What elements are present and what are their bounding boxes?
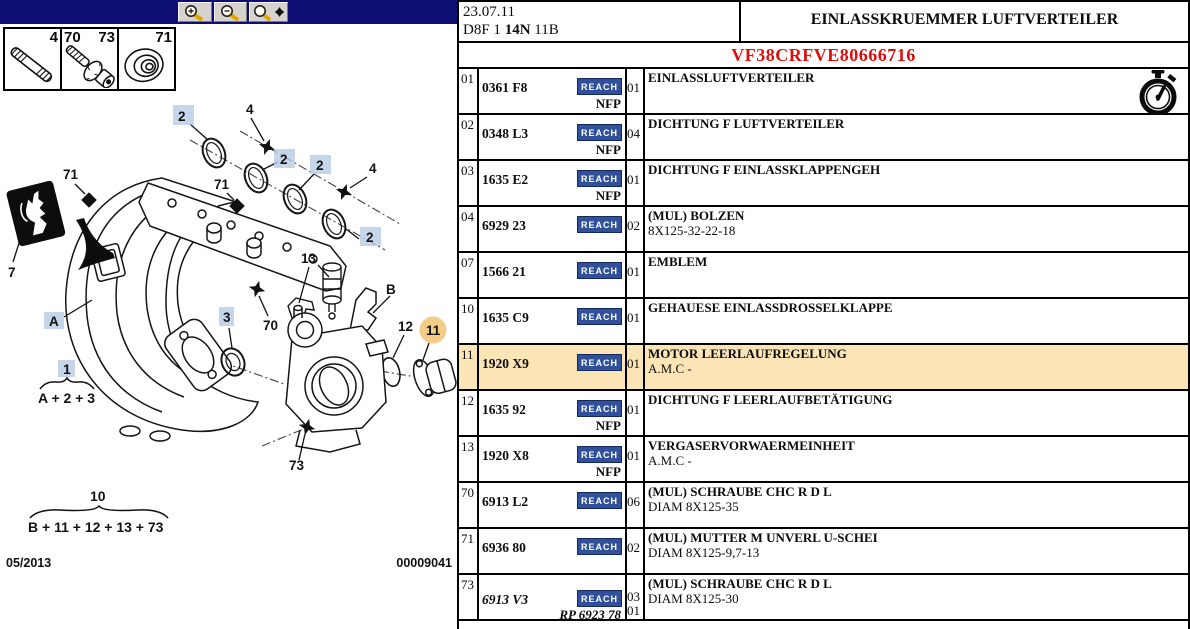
part-number: 6913 V3 [482, 592, 529, 607]
row-qty: 01 [627, 391, 645, 435]
row-qty: 01 [627, 345, 645, 389]
row-desc [645, 207, 1188, 251]
stopwatch-icon [1133, 69, 1185, 119]
table-row[interactable] [459, 529, 1188, 575]
row-ref: 71 [459, 529, 479, 573]
row-qty: 03 01 [627, 575, 645, 619]
reach-badge[interactable]: REACH [577, 492, 622, 509]
row-ref: 02 [459, 115, 479, 159]
row-desc [645, 391, 1188, 435]
footer-doc-number: 00009041 [396, 556, 452, 570]
row-qty: 02 [627, 529, 645, 573]
table-row[interactable] [459, 253, 1188, 299]
callout-4[interactable] [246, 102, 254, 117]
reach-badge[interactable]: REACH [577, 538, 622, 555]
row-ref: 03 [459, 161, 479, 205]
callout-A[interactable] [44, 312, 64, 329]
callout-12[interactable] [398, 319, 413, 334]
callout-2[interactable] [310, 155, 331, 174]
table-row[interactable] [459, 207, 1188, 253]
table-row[interactable] [459, 483, 1188, 529]
callout-3[interactable] [219, 307, 234, 326]
part-number: 6913 L2 [482, 494, 529, 509]
desc-line1: (MUL) SCHRAUBE CHC R D L [648, 576, 832, 591]
svg-text:1: 1 [63, 361, 71, 377]
table-row[interactable] [459, 345, 1188, 391]
nfp-label: NFP [595, 142, 621, 157]
svg-text:71: 71 [63, 167, 79, 182]
callout-71[interactable] [214, 177, 230, 192]
rp-label: RP 6923 78 [559, 607, 621, 622]
row-part-cell [479, 575, 627, 622]
row-desc [645, 115, 1188, 159]
svg-text:71: 71 [214, 177, 230, 192]
row-desc [645, 437, 1188, 481]
callout-2[interactable] [274, 149, 295, 168]
row-qty: 01 [627, 161, 645, 205]
svg-text:2: 2 [280, 152, 288, 167]
row-qty: 06 [627, 483, 645, 527]
desc-line1: EMBLEM [648, 254, 708, 269]
row-ref: 04 [459, 207, 479, 251]
footer-date: 05/2013 [6, 556, 52, 570]
reach-badge[interactable]: REACH [577, 446, 622, 463]
row-qty: 01 [627, 437, 645, 481]
table-row[interactable] [459, 575, 1188, 621]
reach-badge[interactable]: REACH [577, 354, 622, 371]
assembly-formula-10 [28, 488, 168, 535]
nfp-label: NFP [595, 464, 621, 479]
svg-text:10: 10 [90, 488, 106, 504]
thumbnail-label: 71 [155, 29, 172, 46]
header-date: 23.07.11 [463, 4, 515, 20]
svg-text:4: 4 [369, 161, 377, 176]
row-part-cell [479, 115, 627, 159]
svg-text:12: 12 [398, 319, 414, 334]
svg-text:3: 3 [223, 310, 231, 325]
row-qty: 02 [627, 207, 645, 251]
desc-line2: A.M.C - [648, 361, 692, 376]
part-number: 6936 80 [482, 540, 526, 555]
table-row[interactable] [459, 299, 1188, 345]
svg-text:B: B [386, 282, 396, 297]
header-reference-cell [459, 2, 741, 41]
row-desc [645, 69, 1188, 113]
parts-table-panel [457, 0, 1190, 629]
callout-2[interactable] [173, 105, 194, 125]
page-title: EINLASSKRUEMMER LUFTVERTEILER [810, 11, 1119, 28]
callout-7[interactable] [8, 265, 16, 280]
vin-number[interactable]: VF38CRFVE80666716 [459, 43, 1188, 69]
row-qty: 01 [627, 253, 645, 297]
part-number: 0361 F8 [482, 80, 528, 95]
row-ref: 73 [459, 575, 479, 619]
row-part-cell [479, 207, 627, 251]
row-qty: 01 [627, 69, 645, 113]
desc-line2: DIAM 8X125-35 [648, 499, 739, 514]
desc-line2: DIAM 8X125-30 [648, 591, 739, 606]
part-number: 1635 92 [482, 402, 526, 417]
desc-line1: (MUL) BOLZEN [648, 208, 745, 223]
reach-badge[interactable]: REACH [577, 590, 622, 607]
row-ref: 10 [459, 299, 479, 343]
row-desc [645, 483, 1188, 527]
nfp-label: NFP [595, 96, 621, 111]
callout-11-selected[interactable] [420, 317, 447, 344]
row-desc [645, 575, 1188, 619]
svg-text:7: 7 [8, 265, 16, 280]
row-desc [645, 299, 1188, 343]
svg-text:11: 11 [426, 323, 441, 338]
part-number: 1920 X8 [482, 448, 529, 463]
svg-text:A: A [49, 314, 59, 329]
reach-badge[interactable]: REACH [577, 216, 622, 233]
callout-73[interactable] [289, 458, 305, 473]
row-part-cell [479, 345, 627, 389]
header-code: D8F 1 14N 11B [463, 22, 559, 38]
reach-badge[interactable]: REACH [577, 308, 622, 325]
desc-line2: 8X125-32-22-18 [648, 223, 736, 238]
thumbnail-label: 4 [49, 29, 58, 46]
desc-line2: A.M.C - [648, 453, 692, 468]
row-part-cell [479, 253, 627, 297]
desc-line1: GEHAUESE EINLASSDROSSELKLAPPE [648, 300, 893, 315]
table-row[interactable] [459, 391, 1188, 437]
parts-rows [459, 69, 1188, 621]
svg-text:2: 2 [366, 230, 374, 245]
part-number: 1635 E2 [482, 172, 529, 187]
part-number: 6929 23 [482, 218, 526, 233]
row-ref: 12 [459, 391, 479, 435]
svg-text:B + 11 + 12 + 13 + 73: B + 11 + 12 + 13 + 73 [28, 519, 164, 535]
desc-line1: MOTOR LEERLAUFREGELUNG [648, 346, 847, 361]
desc-line1: (MUL) SCHRAUBE CHC R D L [648, 484, 832, 499]
callout-71[interactable] [63, 167, 79, 182]
exploded-diagram [0, 0, 457, 629]
callout-B[interactable] [386, 282, 396, 297]
row-part-cell [479, 391, 627, 435]
row-ref: 07 [459, 253, 479, 297]
row-desc [645, 529, 1188, 573]
desc-line1: DICHTUNG F LEERLAUFBETÄTIGUNG [648, 392, 893, 407]
svg-text:70: 70 [263, 318, 279, 333]
svg-text:2: 2 [316, 158, 324, 173]
row-part-cell [479, 437, 627, 481]
part-number: 1920 X9 [482, 356, 529, 371]
row-ref: 01 [459, 69, 479, 113]
desc-line1: DICHTUNG F EINLASSKLAPPENGEH [648, 162, 881, 177]
reach-badge[interactable]: REACH [577, 400, 622, 417]
reach-badge[interactable]: REACH [577, 78, 622, 95]
svg-text:A + 2 + 3: A + 2 + 3 [38, 390, 96, 406]
table-header [459, 2, 1188, 43]
row-part-cell [479, 483, 627, 527]
svg-text:4: 4 [246, 102, 254, 117]
callout-70[interactable] [263, 318, 278, 333]
row-desc [645, 161, 1188, 205]
row-part-cell [479, 69, 627, 113]
row-qty: 04 [627, 115, 645, 159]
callout-2[interactable] [360, 227, 381, 246]
callout-13[interactable] [301, 251, 317, 266]
callout-4[interactable] [369, 161, 377, 176]
part-number: 1566 21 [482, 264, 526, 279]
reach-badge[interactable]: REACH [577, 262, 622, 279]
table-row[interactable] [459, 437, 1188, 483]
part-number: 1635 C9 [482, 310, 529, 325]
reach-badge[interactable]: REACH [577, 124, 622, 141]
table-row[interactable] [459, 161, 1188, 207]
table-row[interactable] [459, 69, 1188, 115]
nfp-label: NFP [595, 188, 621, 203]
svg-text:73: 73 [289, 458, 305, 473]
svg-text:13: 13 [301, 251, 317, 266]
thumbnail-label: 73 [98, 29, 115, 46]
row-desc [645, 345, 1188, 389]
desc-line1: (MUL) MUTTER M UNVERL U-SCHEI [648, 530, 878, 545]
desc-line1: DICHTUNG F LUFTVERTEILER [648, 116, 845, 131]
desc-line1: EINLASSLUFTVERTEILER [648, 70, 815, 85]
part-11-drawing [410, 357, 457, 399]
desc-line1: VERGASERVORWAERMEINHEIT [648, 438, 855, 453]
row-qty: 01 [627, 299, 645, 343]
row-ref: 70 [459, 483, 479, 527]
svg-text:2: 2 [178, 109, 186, 124]
table-row[interactable] [459, 115, 1188, 161]
row-part-cell [479, 529, 627, 573]
row-ref: 11 [459, 345, 479, 389]
row-part-cell [479, 161, 627, 205]
reach-badge[interactable]: REACH [577, 170, 622, 187]
nfp-label: NFP [595, 418, 621, 433]
row-desc [645, 253, 1188, 297]
row-part-cell [479, 299, 627, 343]
diagram-panel [0, 0, 457, 629]
part-number: 0348 L3 [482, 126, 529, 141]
thumbnail-label: 70 [64, 29, 81, 46]
desc-line2: DIAM 8X125-9,7-13 [648, 545, 760, 560]
row-ref: 13 [459, 437, 479, 481]
